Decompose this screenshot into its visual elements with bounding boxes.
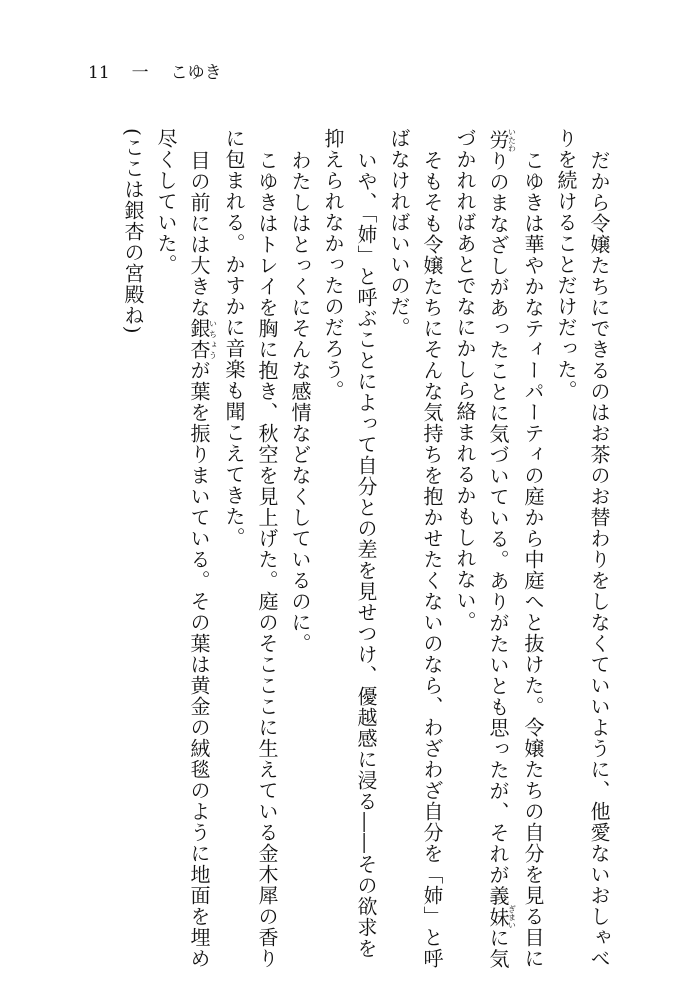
text-line: りを続けることだけだった。 [554, 128, 578, 401]
ruby-annotation: 銀杏いちょう [187, 318, 218, 360]
chapter-title: こゆき [170, 63, 222, 83]
body-text [116, 128, 615, 978]
header-separator: 一 [131, 63, 149, 83]
text-line: づかれればあとでなにかしら絡まれるかもしれない。 [453, 128, 477, 632]
text-line: 抑えられなかったのだろう。 [321, 128, 345, 401]
text-line: 尽くしていた。 [154, 128, 178, 275]
text-line: いや、「姉」と呼ぶことによって自分との差を見せつけ、優越感に浸る――その欲求を [354, 150, 378, 959]
text-line: こゆきは華やかなティーパーティの庭から中庭へと抜けた。令嬢たちの自分を見る目に [521, 150, 545, 969]
page-number: 11 [88, 63, 110, 83]
text-line: そもそも令嬢たちにそんな気持ちを抱かせたくないのなら、わざわざ自分を「姉」と呼 [420, 150, 444, 969]
text-line: に包まれる。かすかに音楽も聞こえてきた。 [222, 128, 246, 548]
text-line: 目の前には大きな銀杏いちょうが葉を振りまいている。その葉は黄金の絨毯のように地面を埋め [187, 150, 218, 969]
text-line: だから令嬢たちにできるのはお茶のお替わりをしなくていいように、他愛ないおしゃべ [587, 150, 611, 969]
running-header [88, 58, 222, 83]
text-line: わたしはとっくにそんな感情などなくしているのに。 [288, 150, 312, 654]
ruby-annotation: 妹ぎまい [486, 905, 517, 929]
text-line: (ここは銀杏の宮殿ね) [121, 128, 145, 335]
text-line: こゆきはトレイを胸に抱き、秋空を見上げた。庭のそこここに生えている金木犀の香り [255, 150, 279, 969]
text-line: 労いたわりのまなざしがあったことに気づいている。ありがたいとも思ったが、それが義妹ぎまいに気 [486, 128, 517, 970]
text-line: ばなければいいのだ。 [387, 128, 411, 338]
ruby-annotation: 労いたわ [486, 128, 517, 152]
